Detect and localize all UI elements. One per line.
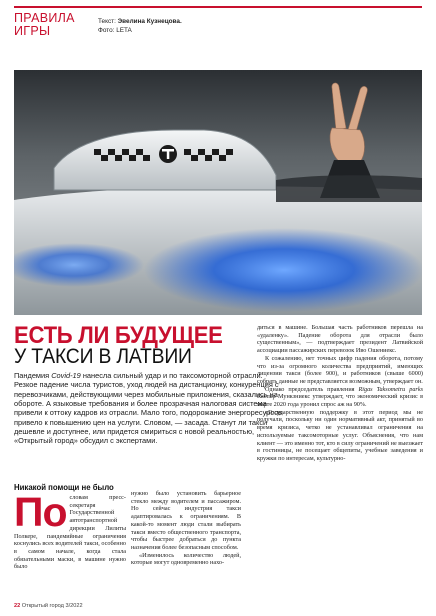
- drop-cap: По: [14, 489, 67, 535]
- column-3-paragraph-1: диться в машине. Большая часть работников перешла на «удаленку». Падение оборота для отрасли было существенным», — подтверждает президент Латвийской ассоциации пассажирских перевозок Иво Ошениекс.: [257, 324, 423, 355]
- lead-italic: Covid-19: [51, 371, 81, 380]
- column-3-paragraph-2: К сожалению, нет точных цифр падения оборота, потому что из-за огромного количества предприятий, имеющих лицензии такси (более 900), и работников (свыше 6000) собрать данные не представляется возможным, утверждает он.: [257, 354, 423, 385]
- section-rubric: [14, 12, 94, 38]
- article-lead: Пандемия Covid-19 нанесла сильный удар и по таксомоторной отрасли. Резкое падение числа туристов, уход людей на дистанционку, конкуренция с перевозчиками, действующими через мобильные приложения, сказались на обороте. А языковые требования и более прозрачная налоговая система привели к оттоку кадров из отрасли. Мало того, подорожание энергоресурсов привело к повышению цен на услуги. Словом, — засада. Станут ли такси дешевле и доступнее, или придется смириться с новой реальностью, «Открытый город» обсудил с экспертами.: [14, 371, 283, 446]
- headline-line-2: У ТАКСИ В ЛАТВИИ: [14, 345, 192, 368]
- publication-name: Открытый город 3/2022: [20, 603, 83, 609]
- section-subhead: Никакой помощи не было: [14, 483, 114, 492]
- column-2-paragraph-1: нужно было установить барьерное стекло между водителем и пассажиром. Но сейчас индустрия такси адаптировалась к ограничениям. В какой-то момент люди стали выбирать такси вместо общественного транспорта, чтобы быстрее добраться до пункта назначения более безопасным способом.: [131, 490, 241, 551]
- headline-line-1: ЕСТЬ ЛИ БУДУЩЕЕ: [14, 322, 223, 349]
- author-name: Эвелина Кузнецова.: [117, 18, 182, 25]
- column-3-paragraph-3: Однако председатель правления Rīgas Taksometru parks Каспар Мункзниекс утверждает, что экономический кризис в марте 2020 года уронил спрос аж на 90%.: [257, 385, 423, 409]
- taxi-photo: [14, 70, 422, 315]
- page-footer: [14, 603, 83, 609]
- rubric-divider-line: [14, 6, 422, 8]
- article-credits: [98, 17, 182, 35]
- body-column-1: [14, 489, 126, 571]
- column-3-paragraph-4: «Государственную поддержку в этот период мы не получали, поскольку ни один нормативный акт, принятый во время кризиса, четко не устанавливал ограничения на используемые таксомоторные услуг. Объяснения, что нам клиент — это именно тот, кто в силу ограничений не выезжает в гостиницы, не посещает общепиты, учебные заведения и кружки по интересам, культурно-: [257, 408, 423, 462]
- rubric-line-2: ИГРЫ: [14, 24, 51, 38]
- author-label: Текст:: [98, 18, 118, 25]
- rubric-line-1: ПРАВИЛА: [14, 11, 75, 25]
- body-column-2: [131, 490, 241, 567]
- page-number: 22: [14, 603, 21, 609]
- body-column-3: [257, 324, 423, 463]
- column-1-text: словам пресс-секретаря Государственной автотранспортной дирекции Лилиты Полкере, пандемийные ограничения коснулись всех водителей такси, особенно в самом начале, когда стала обязательными маски, в машине нужно было: [14, 494, 126, 571]
- photo-credit: Фото: LETA: [98, 27, 132, 34]
- column-2-paragraph-2: «Изменилось количество людей, которые могут одновременно нахо-: [131, 551, 241, 567]
